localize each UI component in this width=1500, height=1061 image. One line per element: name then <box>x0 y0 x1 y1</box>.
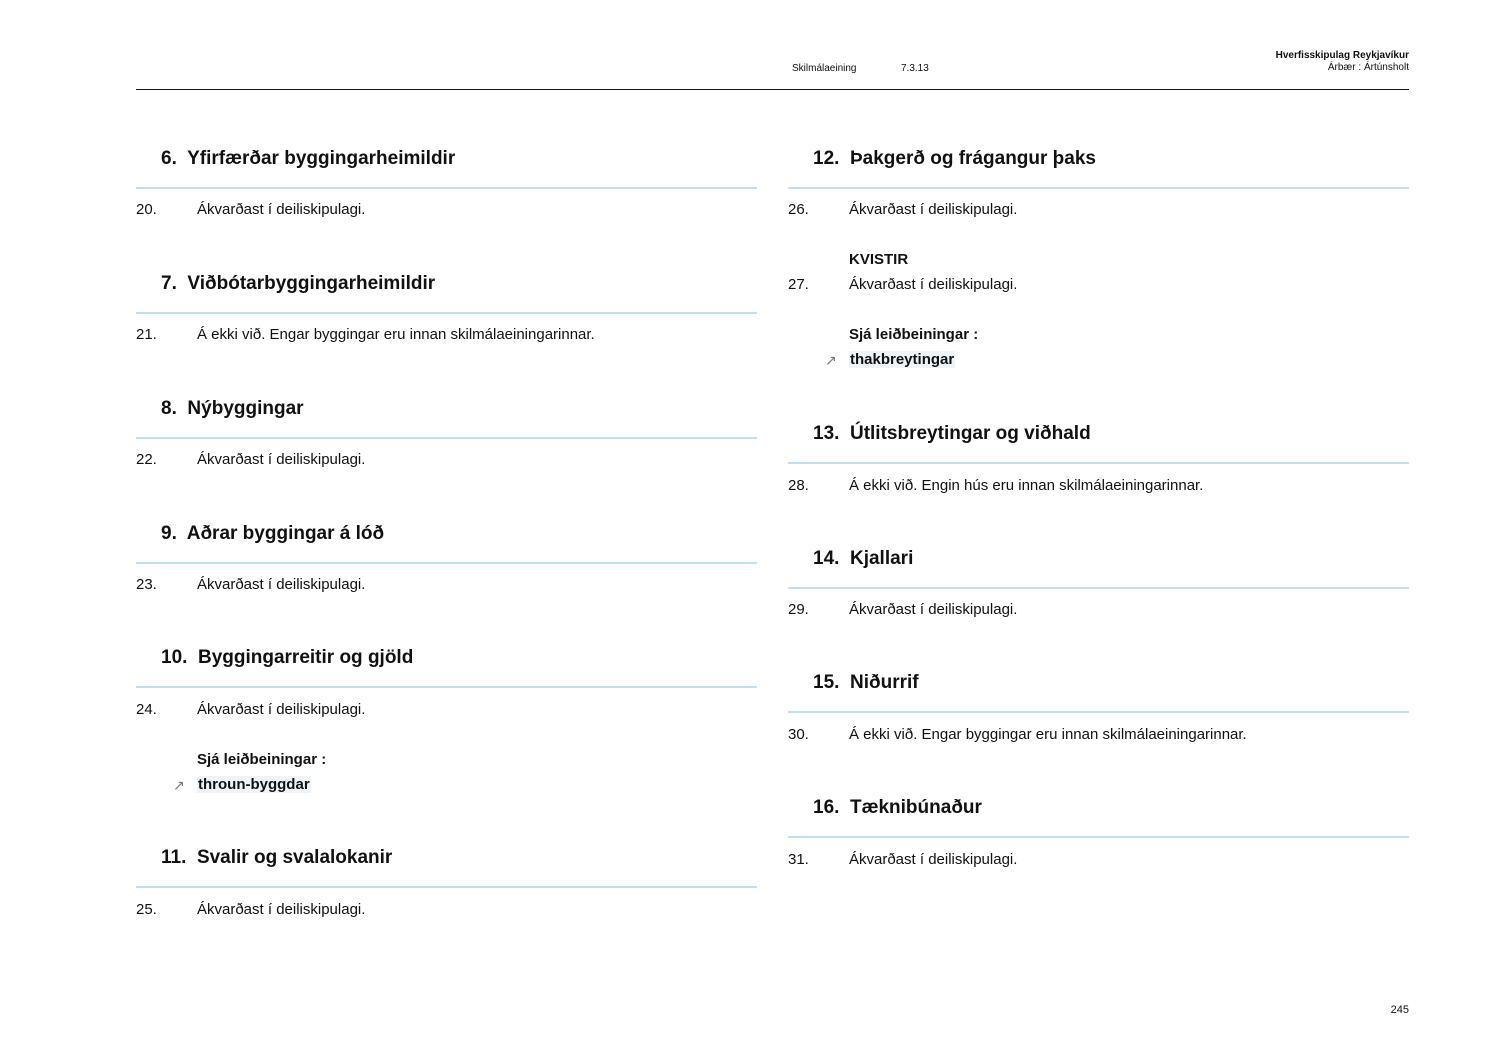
section-heading <box>788 797 1409 838</box>
section-title: 6. Yfirfærðar byggingarheimildir <box>161 148 456 169</box>
item-text: Á ekki við. Engin hús eru innan skilmálaeiningarinnar. <box>849 477 1204 494</box>
unit-label: Skilmálaeining <box>792 63 857 74</box>
item-number: 24. <box>136 701 157 718</box>
item-number: 20. <box>136 201 157 218</box>
guide-link-row[interactable] <box>173 776 311 794</box>
section-title: 13. Útlitsbreytingar og viðhald <box>813 423 1091 444</box>
section-15 <box>788 672 1409 743</box>
section-title: 16. Tæknibúnaður <box>813 797 982 818</box>
section-title: 10. Byggingarreitir og gjöld <box>161 647 414 668</box>
section-heading <box>136 847 757 888</box>
item-text: Ákvarðast í deiliskipulagi. <box>197 701 366 718</box>
section-heading <box>136 523 757 564</box>
item-number: 23. <box>136 576 157 593</box>
header-divider <box>136 89 1409 90</box>
section-title: 8. Nýbyggingar <box>161 398 304 419</box>
section-16 <box>788 797 1409 868</box>
item-number: 29. <box>788 601 809 618</box>
section-heading <box>788 423 1409 464</box>
guide-label: Sjá leiðbeiningar : <box>197 751 327 768</box>
section-title: 9. Aðrar byggingar á lóð <box>161 523 385 544</box>
unit-code: 7.3.13 <box>901 63 929 74</box>
section-heading <box>136 273 757 314</box>
area-name: Árbær : Ártúnsholt <box>1327 62 1409 73</box>
publication-header <box>1276 50 1409 74</box>
section-9 <box>136 523 757 593</box>
section-8 <box>136 398 757 468</box>
guide-link-row[interactable] <box>825 351 955 369</box>
item-text: Ákvarðast í deiliskipulagi. <box>849 601 1018 618</box>
section-10 <box>136 647 757 793</box>
section-13 <box>788 423 1409 494</box>
item-text: Ákvarðast í deiliskipulagi. <box>849 851 1018 868</box>
guide-link[interactable]: throun-byggdar <box>198 776 310 793</box>
item-text: Ákvarðast í deiliskipulagi. <box>197 576 366 593</box>
item-number: 22. <box>136 451 157 468</box>
section-heading <box>136 398 757 439</box>
page-number: 245 <box>1390 1004 1409 1016</box>
section-14 <box>788 548 1409 618</box>
guide-link[interactable]: thakbreytingar <box>850 351 955 368</box>
section-heading <box>136 647 757 688</box>
section-title: 15. Niðurrif <box>813 672 919 693</box>
item-text: Á ekki við. Engar byggingar eru innan skilmálaeiningarinnar. <box>197 326 595 343</box>
item-text: Ákvarðast í deiliskipulagi. <box>849 276 1018 293</box>
section-heading <box>788 148 1409 189</box>
item-text: Ákvarðast í deiliskipulagi. <box>197 901 366 918</box>
publication-title: Hverfisskipulag Reykjavíkur <box>1275 50 1409 61</box>
section-6 <box>136 148 757 218</box>
item-number: 26. <box>788 201 809 218</box>
section-title: 7. Viðbótarbyggingarheimildir <box>161 273 436 294</box>
subheading: KVISTIR <box>849 251 909 268</box>
item-number: 27. <box>788 276 809 293</box>
item-number: 21. <box>136 326 157 343</box>
section-title: 11. Svalir og svalalokanir <box>161 847 393 868</box>
section-7 <box>136 273 757 343</box>
item-number: 28. <box>788 477 809 494</box>
section-heading <box>788 548 1409 589</box>
external-link-arrow-icon: ↗ <box>173 777 185 793</box>
section-11 <box>136 847 757 918</box>
section-12 <box>788 148 1409 368</box>
item-text: Ákvarðast í deiliskipulagi. <box>197 201 366 218</box>
item-text: Ákvarðast í deiliskipulagi. <box>849 201 1018 218</box>
guide-label: Sjá leiðbeiningar : <box>849 326 979 343</box>
item-number: 31. <box>788 851 809 868</box>
item-number: 30. <box>788 726 809 743</box>
section-title: 12. Þakgerð og frágangur þaks <box>813 148 1096 169</box>
item-number: 25. <box>136 901 157 918</box>
external-link-arrow-icon: ↗ <box>825 352 837 368</box>
item-text: Á ekki við. Engar byggingar eru innan skilmálaeiningarinnar. <box>849 726 1247 743</box>
section-title: 14. Kjallari <box>813 548 914 569</box>
section-heading <box>136 148 757 189</box>
section-heading <box>788 672 1409 713</box>
item-text: Ákvarðast í deiliskipulagi. <box>197 451 366 468</box>
